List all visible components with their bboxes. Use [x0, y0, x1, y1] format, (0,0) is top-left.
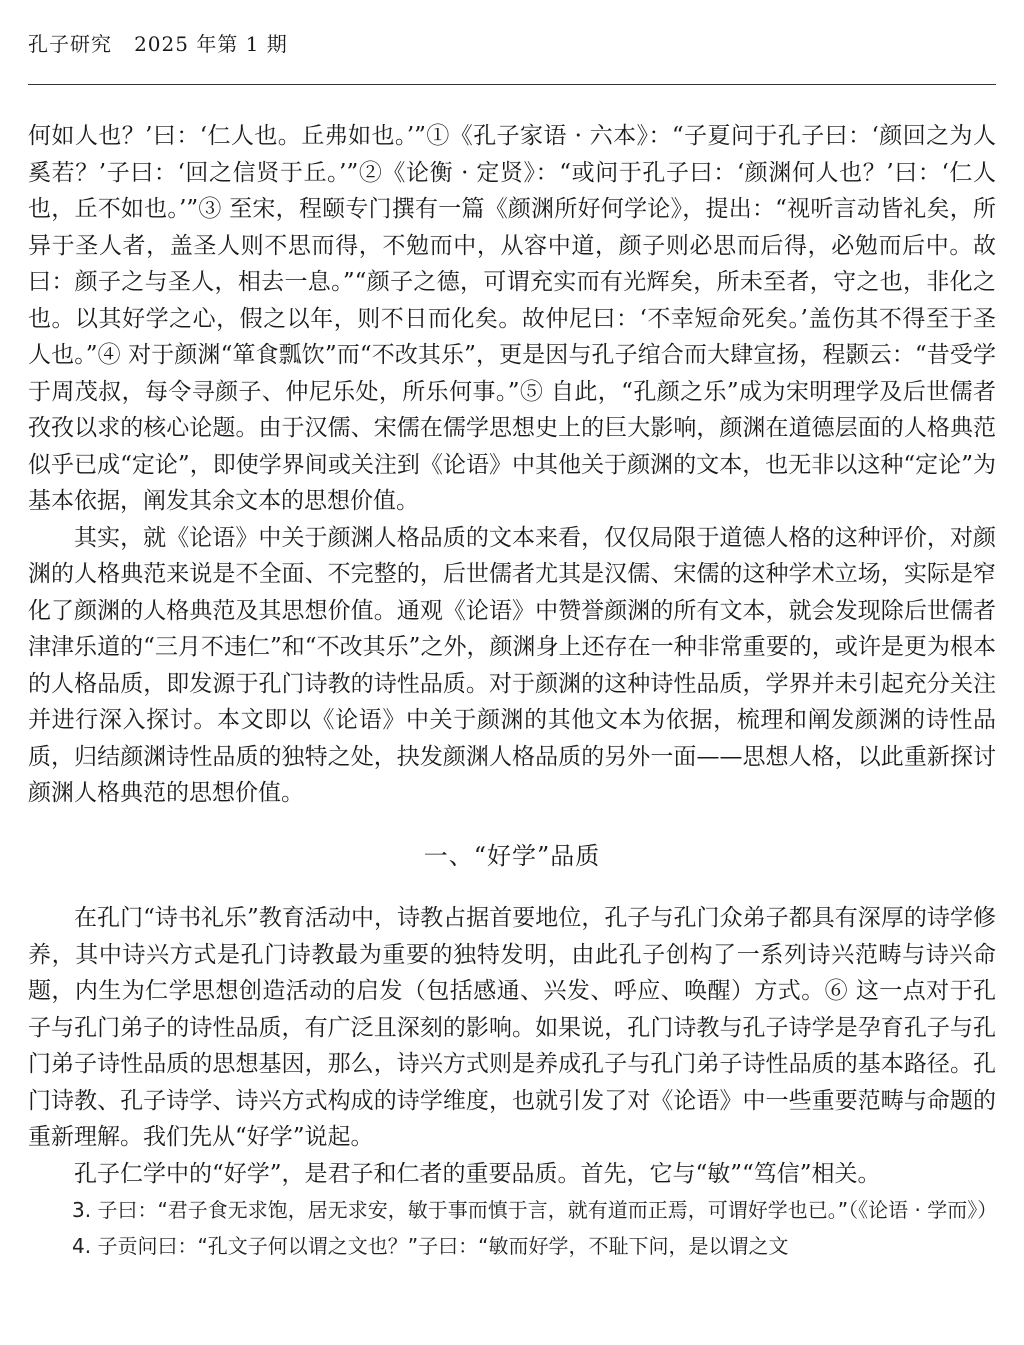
quotation-item: 4. 子贡问曰：“孔文子何以谓之文也？”子曰：“敏而好学，不耻下问，是以谓之文: [72, 1234, 789, 1258]
issue-label: 2025 年第 1 期: [134, 32, 288, 56]
running-header: [28, 30, 996, 58]
body-paragraph-continued: 何如人也？’曰：‘仁人也。丘弗如也。’”①《孔子家语 · 六本》：“子夏问于孔子曰：‘颜回之为人奚若？’子曰：‘回之信贤于丘。’”②《论衡 · 定贤》：“或问于孔子曰：‘颜渊何人也？’曰：‘仁人也，丘不如也。’”③ 至宋，程颐专门撰有一篇《颜渊所好何学论》，提出：“视听言动皆礼矣，所异于圣人者，盖圣人则不思而得，不勉而中，从容中道，颜子则必思而后得，必勉而后中。故曰：颜子之与圣人，相去一息。”“颜子之德，可谓充实而有光辉矣，所未至者，守之也，非化之也。以其好学之心，假之以年，则不日而化矣。故仲尼曰：‘不幸短命死矣。’盖伤其不得至于圣人也。”④ 对于颜渊“箪食瓢饮”而“不改其乐”，更是因与孔子绾合而大肆宣扬，程颢云：“昔受学于周茂叔，每令寻颜子、仲尼乐处，所乐何事。”⑤ 自此，“孔颜之乐”成为宋明理学及后世儒者孜孜以求的核心论题。由于汉儒、宋儒在儒学思想史上的巨大影响，颜渊在道德层面的人格典范似乎已成“定论”，即使学界间或关注到《论语》中其他关于颜渊的文本，也无非以这种“定论”为基本依据，阐发其余文本的思想价值。: [28, 123, 996, 514]
header-divider: [28, 84, 996, 85]
section-heading: 一、“好学”品质: [423, 841, 601, 870]
body-paragraph: 其实，就《论语》中关于颜渊人格品质的文本来看，仅仅局限于道德人格的这种评价，对颜渊的人格典范来说是不全面、不完整的，后世儒者尤其是汉儒、宋儒的这种学术立场，实际是窄化了颜渊的人格典范及其思想价值。通观《论语》中赞誉颜渊的所有文本，就会发现除后世儒者津津乐道的“三月不违仁”和“不改其乐”之外，颜渊身上还存在一种非常重要的，或许是更为根本的人格品质，即发源于孔门诗教的诗性品质。对于颜渊的这种诗性品质，学界并未引起充分关注并进行深入探讨。本文即以《论语》中关于颜渊的其他文本为依据，梳理和阐发颜渊的诗性品质，归结颜渊诗性品质的独特之处，抉发颜渊人格品质的另外一面——思想人格，以此重新探讨颜渊人格典范的思想价值。: [28, 524, 996, 806]
body-paragraph: 孔子仁学中的“好学”，是君子和仁者的重要品质。首先，它与“敏”“笃信”相关。: [74, 1160, 881, 1187]
article-body: [28, 118, 996, 1264]
body-paragraph: 在孔门“诗书礼乐”教育活动中，诗教占据首要地位，孔子与孔门众弟子都具有深厚的诗学修养，其中诗兴方式是孔门诗教最为重要的独特发明，由此孔子创构了一系列诗兴范畴与诗兴命题，内生为仁学思想创造活动的启发（包括感通、兴发、呼应、唤醒）方式。⑥ 这一点对于孔子与孔门弟子的诗性品质，有广泛且深刻的影响。如果说，孔门诗教与孔子诗学是孕育孔子与孔门弟子诗性品质的思想基因，那么，诗兴方式则是养成孔子与孔门弟子诗性品质的基本路径。孔门诗教、孔子诗学、诗兴方式构成的诗学维度，也就引发了对《论语》中一些重要范畴与命题的重新理解。我们先从“好学”说起。: [28, 905, 996, 1150]
journal-name: 孔子研究: [28, 32, 112, 56]
quotation-item: 3. 子曰：“君子食无求饱，居无求安，敏于事而慎于言，就有道而正焉，可谓好学也已。”（《论语 · 学而》）: [72, 1198, 998, 1222]
